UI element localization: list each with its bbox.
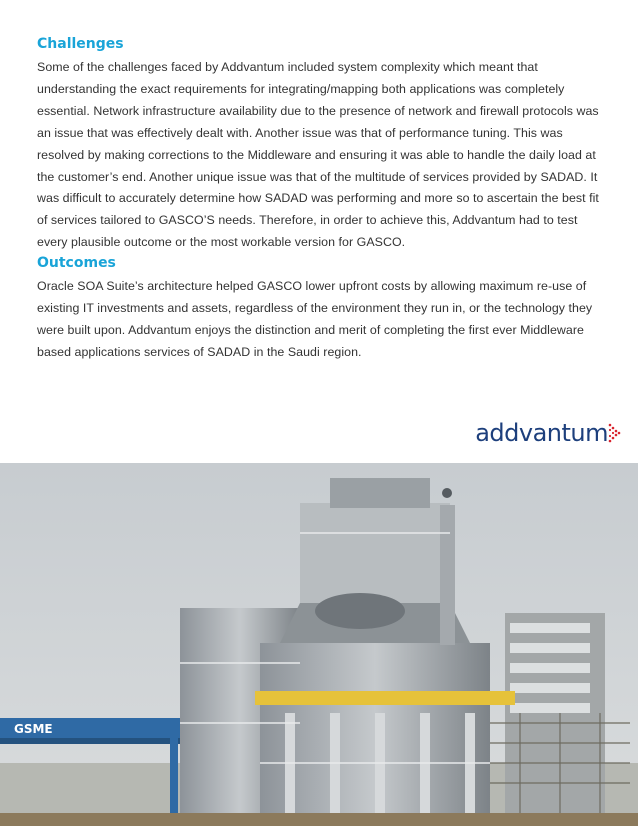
outcomes-heading: Outcomes: [37, 255, 116, 271]
challenges-heading: Challenges: [37, 36, 124, 52]
logo-arrow-icon: [608, 422, 622, 444]
challenges-body: Some of the challenges faced by Addvantum included system complexity which meant that understanding the exact requirements for integrating/mapping both applications was completely essential. Network infrastructure availability due to the presence of network and firewall protocols was an issue that was effectively dealt with. Another issue was that of performance tuning. This was resolved by making corrections to the Middleware and ensuring it was able to handle the daily load at the customer’s end. Another unique issue was that of the multitude of services provided by SADAD. It was difficult to accurately determine how SADAD was performing and more so to ascertain the best fit of services tailored to GASCO’S needs. Therefore, in order to achieve this, Addvantum had to test every plausible outcome or the most workable version for GASCO.: [37, 60, 599, 250]
industrial-plant-photo: [0, 463, 638, 826]
crane-sign: GSME: [14, 722, 53, 736]
challenges-section: [37, 35, 607, 254]
outcomes-section: [37, 254, 607, 364]
outcomes-body: Oracle SOA Suite’s architecture helped GASCO lower upfront costs by allowing maximum re-use of existing IT investments and assets, regardless of the environment they run in, or the technology they were built upon. Addvantum enjoys the distinction and merit of completing the first ever Middleware based applications services of SADAD in the Saudi region.: [37, 279, 593, 359]
addvantum-logo: [475, 416, 622, 450]
logo-wordmark: addvantum: [475, 419, 608, 447]
